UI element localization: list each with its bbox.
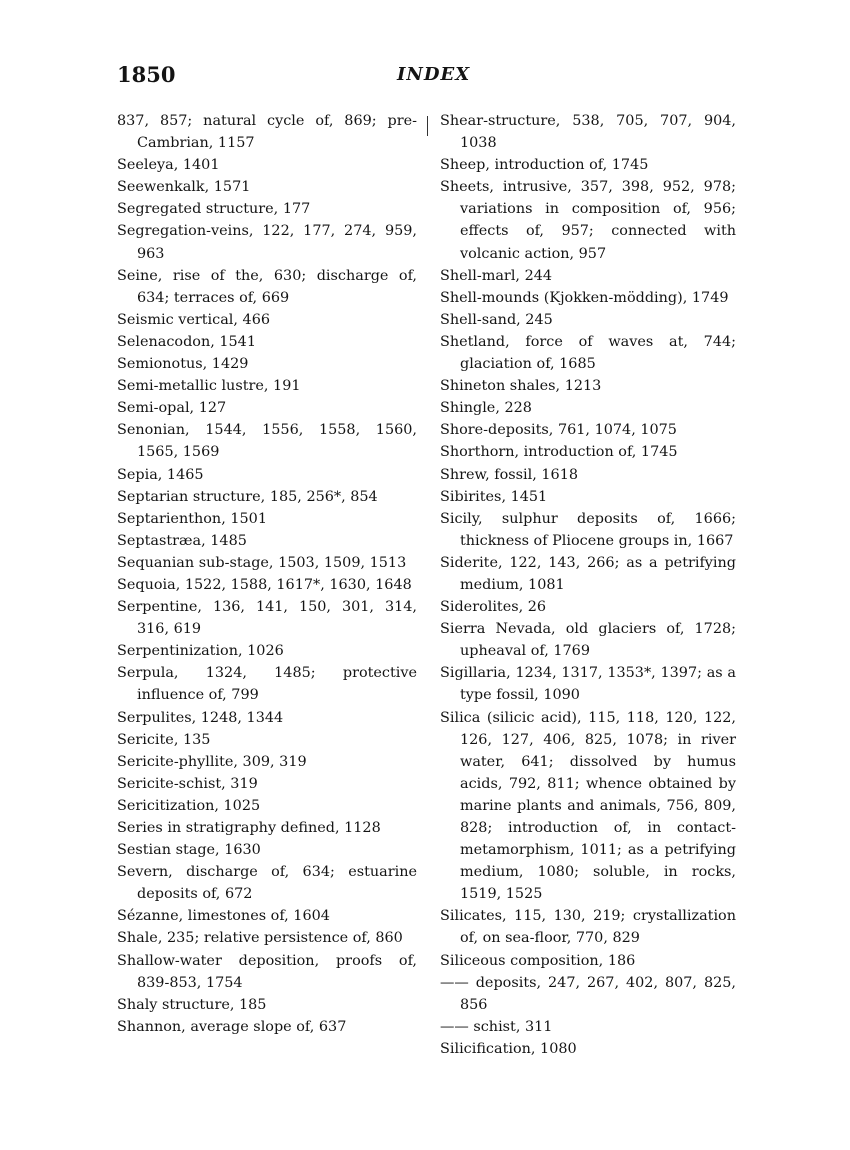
- index-entry: Sequanian sub-stage, 1503, 1509, 1513: [117, 554, 407, 571]
- index-entry: Shore-deposits, 761, 1074, 1075: [440, 422, 677, 439]
- index-entry: Septarienthon, 1501: [117, 510, 267, 527]
- index-entry: Senonian, 1544, 1556, 1558, 1560, 1565, 1569: [117, 422, 417, 461]
- index-entry: Sericitization, 1025: [117, 797, 261, 814]
- index-entry: Siderolites, 26: [440, 599, 547, 616]
- page-number: 1850: [117, 62, 176, 87]
- page-header: [117, 62, 737, 92]
- index-entry: Sierra Nevada, old glaciers of, 1728; upheaval of, 1769: [440, 621, 736, 660]
- index-entry: Sibirites, 1451: [440, 488, 548, 505]
- index-entry: Sepia, 1465: [117, 466, 204, 483]
- index-entry: Siderite, 122, 143, 266; as a petrifying medium, 1081: [440, 554, 736, 593]
- index-entry: Segregated structure, 177: [117, 201, 311, 218]
- index-entry: Shell-mounds (Kjokken-mödding), 1749: [440, 289, 729, 306]
- index-entry: Shingle, 228: [440, 400, 532, 417]
- index-entry: —— deposits, 247, 267, 402, 807, 825, 856: [440, 974, 736, 1013]
- index-entry: Shorthorn, introduction of, 1745: [440, 444, 678, 461]
- index-entry: Shaly structure, 185: [117, 996, 267, 1013]
- index-entry: Segregation-veins, 122, 177, 274, 959, 963: [117, 223, 417, 262]
- index-entry: Serpentinization, 1026: [117, 643, 284, 660]
- index-entry: Shineton shales, 1213: [440, 378, 602, 395]
- index-entry: Serpentine, 136, 141, 150, 301, 314, 316, 619: [117, 599, 417, 638]
- index-entry: Serpulites, 1248, 1344: [117, 709, 284, 726]
- index-entry: Sericite, 135: [117, 731, 211, 748]
- index-entry: Semi-metallic lustre, 191: [117, 378, 301, 395]
- index-entry: Siliceous composition, 186: [440, 952, 636, 969]
- index-entry: Shear-structure, 538, 705, 707, 904, 1038: [440, 113, 736, 152]
- index-entry: Shetland, force of waves at, 744; glaciation of, 1685: [440, 333, 736, 373]
- index-column-right: [440, 110, 736, 1060]
- index-entry: Silica (silicic acid), 115, 118, 120, 122, 126, 127, 406, 825, 1078; in river water, 641; dissolved by humus acids, 792, 811; whence obtained by marine plants and animals, 756, 809, 828; introduction of, in contact-metamorphism, 1011; as a petrifying medium, 1080; soluble, in rocks, 1519, 1525: [440, 709, 736, 903]
- index-entry: Shell-marl, 244: [440, 267, 553, 284]
- index-entry: 837, 857; natural cycle of, 869; pre-Cambrian, 1157: [117, 113, 417, 152]
- index-entry: Sheets, intrusive, 357, 398, 952, 978; variations in composition of, 956; effects of, 957; connected with volcanic action, 957: [440, 179, 736, 262]
- index-entry: Semi-opal, 127: [117, 400, 227, 417]
- index-entry: Series in stratigraphy defined, 1128: [117, 820, 381, 836]
- index-entry: Silicates, 115, 130, 219; crystallization of, on sea-floor, 770, 829: [440, 908, 736, 947]
- index-entry: Serpula, 1324, 1485; protective influence of, 799: [117, 665, 417, 704]
- index-entry: Silicification, 1080: [440, 1040, 577, 1057]
- index-entry: Sheep, introduction of, 1745: [440, 157, 649, 174]
- index-entry: Sestian stage, 1630: [117, 842, 261, 859]
- index-column-left: [117, 110, 417, 1038]
- index-entry: Sequoia, 1522, 1588, 1617*, 1630, 1648: [117, 576, 412, 593]
- index-entry: Shallow-water deposition, proofs of, 839-853, 1754: [117, 952, 417, 991]
- index-entry: Shell-sand, 245: [440, 311, 553, 328]
- column-divider: [427, 116, 428, 136]
- running-title: INDEX: [397, 64, 471, 85]
- index-entry: Sigillaria, 1234, 1317, 1353*, 1397; as a type fossil, 1090: [440, 665, 736, 704]
- index-entry: Seewenkalk, 1571: [117, 179, 251, 196]
- index-entry: Septastræa, 1485: [117, 532, 247, 549]
- index-entry: Shale, 235; relative persistence of, 860: [117, 930, 403, 947]
- index-entry: Sericite-schist, 319: [117, 775, 258, 792]
- index-entry: Sézanne, limestones of, 1604: [117, 908, 330, 925]
- index-entry: Seismic vertical, 466: [117, 311, 271, 328]
- index-entry: Seine, rise of the, 630; discharge of, 634; terraces of, 669: [117, 267, 417, 306]
- index-entry: Sicily, sulphur deposits of, 1666; thickness of Pliocene groups in, 1667: [440, 510, 736, 549]
- index-entry: Seeleya, 1401: [117, 157, 220, 174]
- index-entry: Semionotus, 1429: [117, 356, 249, 373]
- index-entry: Sericite-phyllite, 309, 319: [117, 753, 307, 770]
- index-entry: Septarian structure, 185, 256*, 854: [117, 488, 378, 505]
- index-entry: —— schist, 311: [440, 1018, 553, 1035]
- index-entry: Shrew, fossil, 1618: [440, 466, 579, 483]
- index-entry: Selenacodon, 1541: [117, 333, 256, 350]
- index-entry: Severn, discharge of, 634; estuarine deposits of, 672: [117, 864, 417, 903]
- index-entry: Shannon, average slope of, 637: [117, 1018, 347, 1035]
